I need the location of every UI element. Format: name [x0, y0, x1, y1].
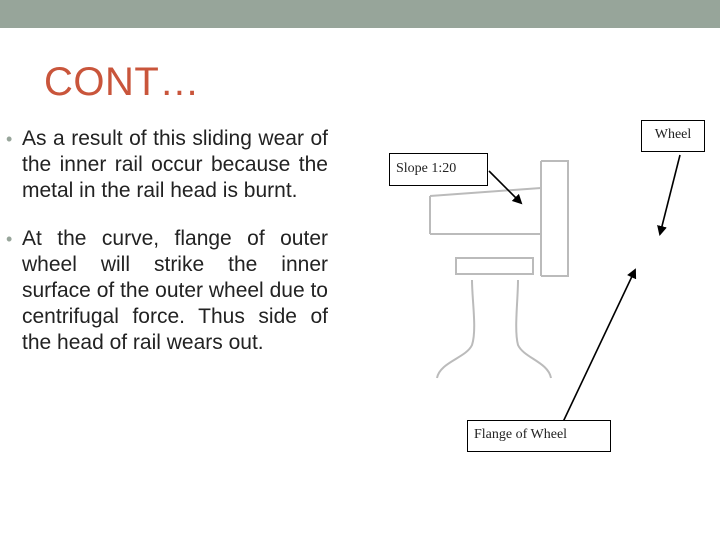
- slope-label: Slope 1:20: [389, 153, 488, 186]
- rail-profile: [437, 258, 551, 378]
- slide-title: CONT…: [44, 60, 200, 104]
- flange-label: Flange of Wheel: [467, 420, 611, 452]
- bullet-text: At the curve, flange of outer wheel will strike the inner surface of the outer wheel due to centrifugal force. Thus side of the head of rail wears out.: [22, 227, 328, 354]
- bullet-dot-icon: •: [6, 129, 13, 149]
- bullet-dot-icon: •: [6, 229, 13, 249]
- flange-arrow: [563, 270, 635, 422]
- wheel-label: Wheel: [641, 120, 705, 152]
- slope-arrow: [489, 171, 521, 203]
- wheel-arrow: [660, 155, 680, 234]
- bullet-text: As a result of this sliding wear of the inner rail occur because the metal in the rail head is burnt.: [22, 127, 328, 202]
